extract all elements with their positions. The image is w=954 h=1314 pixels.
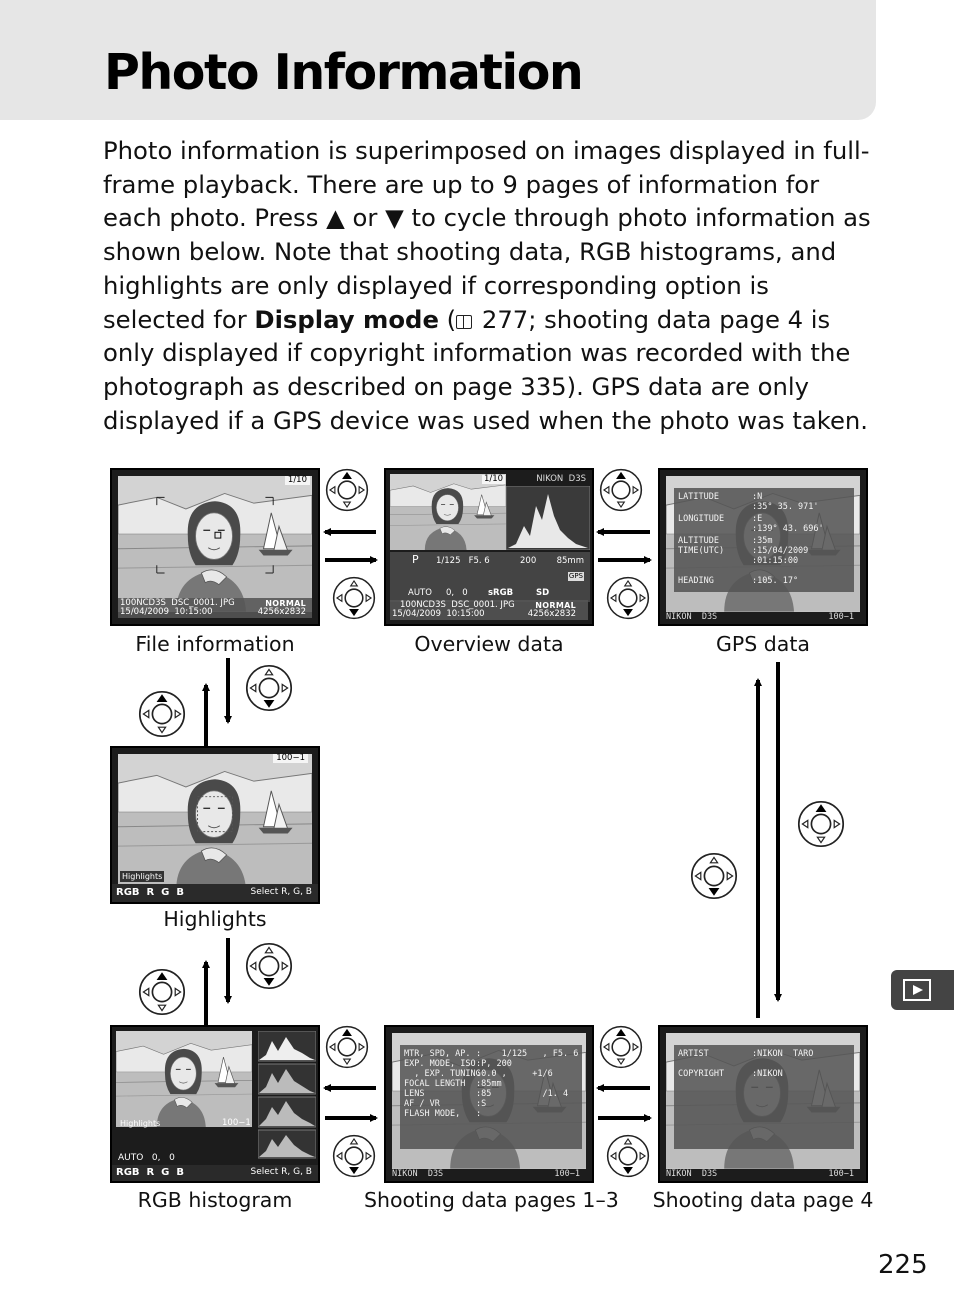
- overview-shooting-info: [390, 552, 590, 602]
- multi-selector-up-icon: [601, 1027, 642, 1068]
- page-title: Photo Information: [104, 44, 583, 101]
- playback-section-tab: [891, 970, 954, 1010]
- overview-photo: [390, 474, 506, 550]
- gps-label-heading: HEADING: [678, 576, 714, 586]
- rgb-photo-wrap: [116, 1031, 252, 1127]
- screen-shooting-data-1-3: [384, 1025, 594, 1183]
- shooting-data-value: :85mm: [476, 1079, 502, 1089]
- multi-selector-up-icon: [140, 970, 184, 1014]
- gps-time: :01:15:00: [752, 556, 799, 566]
- overview-focal: 85mm: [556, 556, 584, 566]
- multi-selector-down-icon: [247, 666, 291, 710]
- overview-photo-wrap: [390, 474, 506, 550]
- multi-selector-up-icon: [327, 1027, 368, 1068]
- rgb-wb: AUTO 0, 0: [118, 1153, 175, 1163]
- playback-icon: [903, 979, 931, 1001]
- caption-shooting-data-4: Shooting data page 4: [652, 1188, 874, 1212]
- highlights-select: Select R, G, B: [250, 887, 312, 897]
- rgb-highlights-label: Highlights: [120, 1119, 161, 1128]
- rgb-select: Select R, G, B: [250, 1167, 312, 1177]
- multi-selector-up-icon: [327, 470, 368, 511]
- overview-wb: AUTO: [408, 588, 432, 598]
- gps-camera: NIKON D3S: [666, 612, 718, 622]
- histogram-green: [258, 1097, 316, 1127]
- intro-paragraph: [103, 134, 878, 437]
- multi-selector-down-icon: [608, 1136, 649, 1177]
- caption-rgb-histogram: RGB histogram: [137, 1188, 293, 1212]
- copyright-value: :NIKON: [752, 1069, 783, 1079]
- shooting4-camera: NIKON D3S: [666, 1169, 718, 1179]
- overview-info-bar: [390, 600, 588, 620]
- screen-rgb-histogram: [110, 1025, 320, 1183]
- overview-mode: P: [412, 553, 419, 566]
- overview-gps: GPS: [568, 572, 583, 580]
- shooting4-frame-no: 100−1: [828, 1169, 854, 1179]
- shooting13-camera: NIKON D3S: [392, 1169, 444, 1179]
- multi-selector-up-icon: [799, 802, 843, 846]
- shooting-data-label: LENS: [404, 1089, 425, 1099]
- page-number: 225: [878, 1250, 928, 1280]
- histogram-blue: [258, 1130, 316, 1158]
- overview-iso: 200: [520, 556, 537, 566]
- overview-datetime: 15/04/2009 10:15:00: [392, 609, 485, 619]
- intro-text-4: 277; shooting data page 4 is only displayed if copyright information was recorded with the photograph as described on page 335). GPS data are only displayed if a GPS device was used when the photo was taken.: [103, 304, 869, 435]
- shooting13-overlay: [400, 1045, 582, 1149]
- shooting-data-label: , EXP. TUNING: [404, 1069, 481, 1079]
- gps-lon-ew: :E: [752, 514, 763, 524]
- shooting-data-label: FLASH MODE,: [404, 1109, 461, 1119]
- shooting-data-value: : 1/125 , F5. 6: [476, 1049, 579, 1059]
- multi-selector-down-icon: [608, 578, 649, 619]
- overview-quality: NORMAL: [535, 601, 576, 610]
- gps-label-altitude: ALTITUDE: [678, 536, 719, 546]
- multi-selector-up-icon: [140, 692, 184, 736]
- highlights-photo: [118, 754, 312, 890]
- overview-picture-control: SD: [536, 588, 550, 598]
- shooting-data-value: :85 /1. 4: [476, 1089, 569, 1099]
- multi-selector-down-icon: [692, 854, 736, 898]
- screen-overview-data: [384, 468, 594, 626]
- highlights-channels: RGB R G B: [116, 887, 184, 898]
- rgb-histograms: [258, 1031, 316, 1159]
- gps-overlay: [674, 488, 854, 592]
- down-arrow-icon: ▼: [385, 203, 404, 233]
- shooting-data-label: EXP. MODE, ISO: [404, 1059, 476, 1069]
- intro-text-2: to cycle through photo information as shown below. Note that shooting data, RGB histograms, and highlights are only displayed if corresponding option is selected for: [103, 203, 871, 334]
- rgb-bar: [112, 1165, 318, 1181]
- caption-highlights: Highlights: [163, 907, 267, 931]
- gps-frame-no: 100−1: [828, 612, 854, 622]
- portrait-photo: [118, 476, 312, 612]
- gps-lat-value: :35° 35. 971': [752, 502, 819, 512]
- shooting4-overlay: [674, 1045, 854, 1149]
- highlights-bar: [112, 884, 318, 902]
- artist-value: :NIKON TARO: [752, 1049, 814, 1059]
- frame-counter: 1/10: [285, 476, 310, 485]
- shooting13-values: [476, 1049, 578, 1119]
- artist-label: ARTIST: [678, 1049, 709, 1059]
- up-arrow-icon: ▲: [326, 203, 345, 233]
- highlights-label: Highlights: [122, 872, 163, 881]
- intro-or: or: [344, 203, 386, 233]
- shooting13-labels: [404, 1049, 481, 1119]
- gps-label-latitude: LATITUDE: [678, 492, 719, 502]
- copyright-label: COPYRIGHT: [678, 1069, 725, 1079]
- gps-heading: :105. 17°: [752, 576, 799, 586]
- shooting13-frame-no: 100−1: [554, 1169, 580, 1179]
- caption-overview-data: Overview data: [414, 632, 564, 656]
- overview-folder-file: 100NCD3S DSC_0001. JPG: [400, 600, 515, 610]
- overview-frame-counter: 1/10: [484, 474, 504, 484]
- screen-highlights: [110, 746, 320, 904]
- info-bar: [118, 598, 312, 618]
- overview-histogram: [506, 486, 590, 550]
- shooting-data-label: AF / VR: [404, 1099, 440, 1109]
- display-mode-term: Display mode: [254, 304, 439, 334]
- overview-camera: NIKON D3S: [536, 474, 586, 484]
- multi-selector-down-icon: [247, 944, 291, 988]
- book-reference-icon: [456, 315, 472, 329]
- gps-altitude: :35m: [752, 536, 773, 546]
- rgb-frame-no: 100−1: [222, 1118, 251, 1128]
- folder-file: 100NCD3S DSC_0001. JPG: [120, 598, 235, 608]
- gps-label-time: TIME(UTC): [678, 546, 725, 556]
- overview-shutter-aperture: 1/125 F5. 6: [436, 556, 490, 566]
- multi-selector-down-icon: [334, 578, 375, 619]
- caption-shooting-data-1-3: Shooting data pages 1–3: [364, 1188, 619, 1212]
- gps-lon-value: :139° 43. 696': [752, 524, 824, 534]
- rgb-channels: RGB R G B: [116, 1167, 184, 1178]
- shooting-data-label: FOCAL LENGTH: [404, 1079, 466, 1089]
- shooting-data-value: :S: [476, 1099, 487, 1109]
- screen-file-information: [110, 468, 320, 626]
- overview-wb-fine: 0, 0: [446, 588, 468, 598]
- shooting-data-value: :0.0 , +1/6: [476, 1069, 553, 1079]
- multi-selector-up-icon: [601, 470, 642, 511]
- gps-label-longitude: LONGITUDE: [678, 514, 725, 524]
- quality: NORMAL: [265, 599, 306, 608]
- intro-text-1: Photo information is superimposed on images displayed in full-frame playback. There are up to 9 pages of information for each photo. Press: [103, 136, 870, 233]
- histogram-red: [258, 1064, 316, 1094]
- screen-shooting-data-4: [658, 1025, 868, 1183]
- overview-size: 4256x2832: [527, 609, 576, 619]
- shooting-data-value: :P, 200: [476, 1059, 512, 1069]
- image-size: 4256x2832: [257, 607, 306, 617]
- histogram-rgb: [258, 1031, 316, 1061]
- datetime: 15/04/2009 10:15:00: [120, 607, 213, 617]
- shooting-data-value: :: [476, 1109, 482, 1119]
- shooting-data-label: MTR, SPD, AP.: [404, 1049, 471, 1059]
- caption-gps-data: GPS data: [716, 632, 810, 656]
- rgb-photo: [116, 1031, 252, 1127]
- gps-lat-ns: :N: [752, 492, 763, 502]
- gps-date: :15/04/2009: [752, 546, 809, 556]
- caption-file-information: File information: [135, 632, 295, 656]
- multi-selector-down-icon: [334, 1136, 375, 1177]
- intro-text-3: (: [438, 304, 457, 334]
- highlights-frame-no: 100−1: [273, 754, 308, 763]
- overview-color-space: sRGB: [488, 588, 514, 598]
- screen-gps-data: [658, 468, 868, 626]
